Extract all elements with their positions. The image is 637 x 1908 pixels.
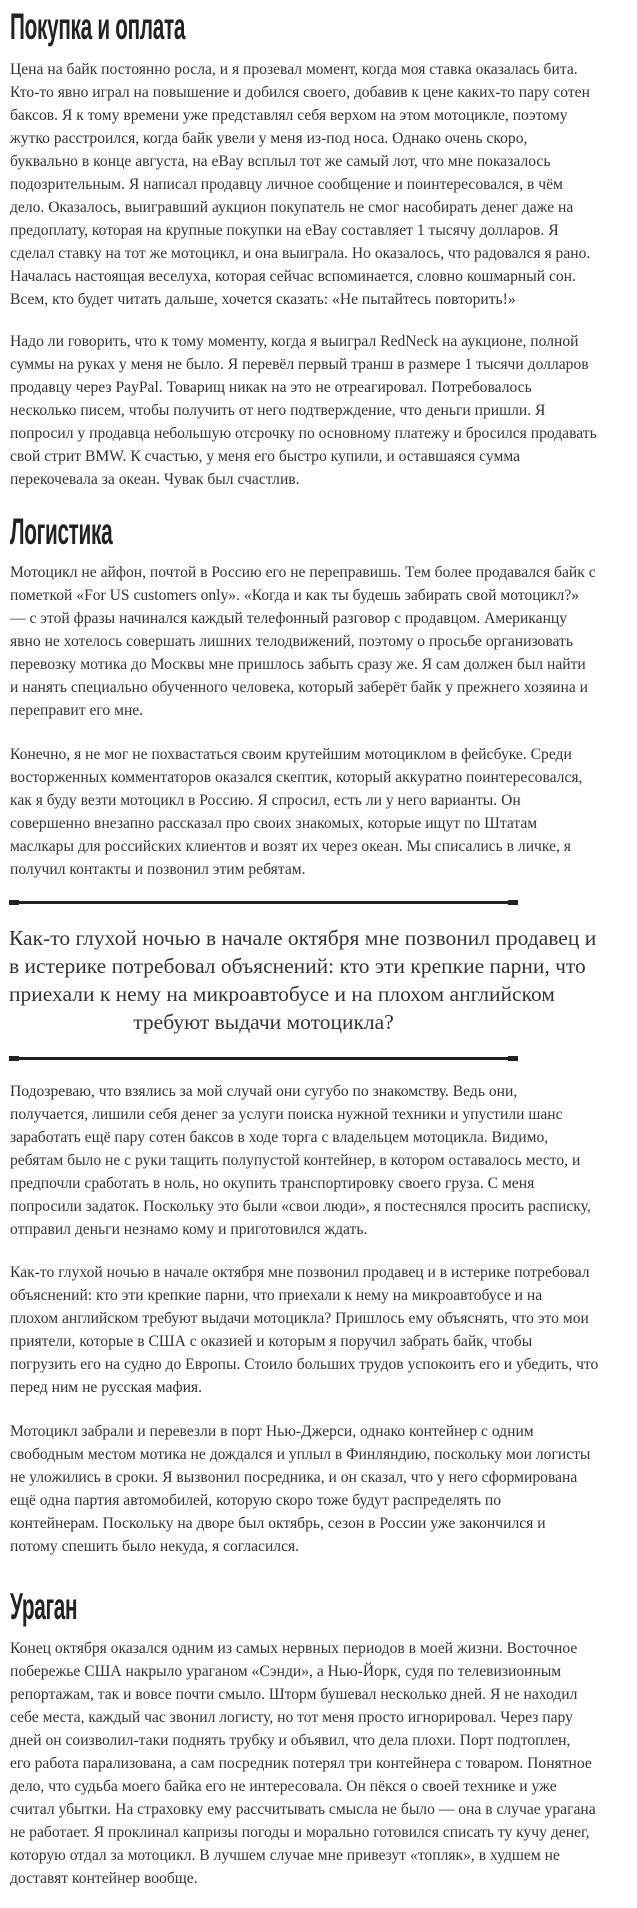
text-line: приехали к нему на микроавтобусе и на плохом английском [9,982,555,1006]
text-line: дело. Оказалось, выигравший аукцион покупатель не смог насобирать денег даже на [10,199,574,216]
text-line: буквально в конце августа, на eBay всплыл тот же самый лот, что мне показалось [10,153,551,170]
text-line: Как-то глухой ночью в начале октября мне позвонил продавец и [9,926,597,950]
section-heading-purchase: Покупка и оплата [10,6,186,47]
text-line: суммы на руках у меня не было. Я перевёл первый транш в размере 1 тысячи долларов [10,356,589,373]
quote-divider-top [9,901,518,904]
text-line: жутко расстроился, когда байк увели у меня из-под носа. Однако очень скоро, [10,130,528,147]
text-line: заработать ещё пару сотен баксов в ходе торга с владельцем мотоцикла. Видимо, [10,1129,549,1146]
text-line: объяснений: кто эти крепкие парни, что приехали к нему на микроавтобусе и на [10,1287,543,1304]
text-line: как я буду везти мотоцикл в Россию. Я спросил, есть ли у него варианты. Он [10,792,521,809]
text-line: Подозреваю, что взялись за мой случай они сугубо по знакомству. Ведь они, [10,1083,518,1100]
text-line: не работает. Я проклинал капризы погоды и морально готовился списать ту кучу денег, [10,1824,590,1841]
text-line: получается, лишили себя денег за услуги поиска нужной техники и упустили шанс [10,1106,563,1123]
text-line: свободным местом мотика не дождался и уплыл в Финляндию, поскольку мои логисты [10,1446,591,1463]
text-line: требуют выдачи мотоцикла? [133,1010,394,1034]
text-line: которую отдал за мотоцикл. В лучшем случае мне привезут «топляк», в худшем не [10,1847,560,1864]
text-line: Как-то глухой ночью в начале октября мне позвонил продавец и в истерике потребовал [10,1264,590,1281]
text-line: дело, что судьба моего байка его не интересовала. Он пёкся о своей технике и уже [10,1778,557,1795]
text-line: погрузить его на судно до Европы. Стоило больших трудов успокоить его и убедить, что [10,1356,599,1373]
text-line: Всем, кто будет читать дальше, хочется сказать: «Не пытайтесь повторить!» [10,291,516,308]
text-line: сделал ставку на тот же мотоцикл, и она выиграла. Но оказалось, что радовался я рано. [10,245,591,262]
text-line: получил контакты и позвонил этим ребятам. [10,861,306,878]
paragraph [10,58,590,311]
text-line: совершенно внезапно рассказал про своих знакомых, которые ищут по Штатам [10,815,538,832]
paragraph [10,1261,598,1399]
paragraph [10,1637,596,1890]
paragraph [10,330,597,491]
text-line: пометкой «For US customers only». «Когда и как ты будешь забирать свой мотоцикл?» [10,587,580,604]
text-line: приятели, которые в США с оказией и которым я поручил забрать байк, чтобы [10,1333,533,1350]
text-line: Конечно, я не мог не похвастаться своим крутейшим мотоциклом в фейсбуке. Среди [10,746,572,763]
text-line: перекочевала за океан. Чувак был счастлив. [10,471,300,488]
text-line: его работа парализована, а сам посредник потерял три контейнера с товаром. Понятное [10,1755,592,1772]
text-line: предоплату, которая на крупные покупки на eBay составляет 1 тысячу долларов. Я [10,222,559,239]
text-line: перед ним не русская мафия. [10,1379,202,1396]
text-line: потому спешить было некуда, я согласился. [10,1538,300,1555]
paragraph [10,1080,591,1241]
text-line: Конец октября оказался одним из самых нервных периодов в моей жизни. Восточное [10,1640,578,1657]
text-line: попросил у продавца небольшую отсрочку по основному платежу и бросился продавать [10,425,597,442]
text-line: и нанять специально обученного человека, который заберёт байк у прежнего хозяина и [10,679,589,696]
pull-quote [9,924,597,1036]
text-line: продавцу через PayPal. Товарищ никак на это не отреагировал. Потребовалось [10,379,532,396]
text-line: контейнерам. Поскольку на дворе был октябрь, сезон в России уже закончился и [10,1515,546,1532]
section-heading-hurricane: Ураган [10,1586,78,1627]
text-line: подозрительным. Я написал продавцу личное сообщение и поинтересовался, в чём [10,176,563,193]
text-line: предпочли сработать в ноль, но окупить транспортировку своего груза. С меня [10,1175,535,1192]
text-line: побережье США накрыло ураганом «Сэнди», а Нью-Йорк, судя по телевизионным [10,1663,562,1680]
text-line: доставят контейнер вообще. [10,1870,198,1887]
text-line: плохом английском требуют выдачи мотоцикла? Пришлось ему объяснять, что это мои [10,1310,589,1327]
text-line: Мотоцикл забрали и перевезли в порт Нью-Джерси, однако контейнер с одним [10,1423,534,1440]
text-line: в истерике потребовал объяснений: кто эти крепкие парни, что [9,954,586,978]
text-line: Началась настоящая веселуха, которая сейчас вспоминается, словно кошмарный сон. [10,268,576,285]
paragraph [10,561,596,722]
text-line: Цена на байк постоянно росла, и я прозевал момент, когда моя ставка оказалась бита. [10,61,578,78]
text-line: восторженных комментаторов оказался скептик, который аккуратно поинтересовался, [10,769,583,786]
text-line: Надо ли говорить, что к тому моменту, когда я выиграл RedNeck на аукционе, полной [10,333,579,350]
text-line: маслкары для российских клиентов и возят их через океан. Мы списались в личке, я [10,838,571,855]
text-line: попросили задаток. Поскольку это были «свои люди», я постеснялся просить расписку, [10,1198,591,1215]
text-line: Кто-то явно играл на повышение и добился своего, добавив к цене каких-то пару сотен [10,84,590,101]
section-heading-logistics: Логистика [10,511,113,552]
text-line: перевозку мотика до Москвы мне пришлось забыть сразу же. Я сам должен был найти [10,656,586,673]
paragraph [10,743,582,881]
text-line: не уложились в сроки. Я вызвонил посредника, и он сказал, что у него сформирована [10,1469,578,1486]
text-line: ребятам было не с руки тащить полупустой контейнер, в котором оставалось место, и [10,1152,581,1169]
text-line: себе места, каждый час звонил логисту, но тот меня просто игнорировал. Через пару [10,1709,573,1726]
paragraph [10,1420,590,1558]
text-line: баксов. Я к тому времени уже представлял себя верхом на этом мотоцикле, поэтому [10,107,568,124]
text-line: дней он соизволил-таки поднять трубку и объявил, что дела плохи. Порт подтоплен, [10,1732,571,1749]
quote-divider-bottom [9,1057,518,1060]
text-line: репортажам, так и вовсе почти смыло. Шторм бушевал несколько дней. Я не находил [10,1686,578,1703]
text-line: явно не хотелось совершать лишних телодвижений, поэтому о просьбе организовать [10,633,573,650]
text-line: свой стрит BMW. К счастью, у меня его быстро купили, и оставшаяся сумма [10,448,521,465]
text-line: отправил деньги незнамо кому и приготовился ждать. [10,1221,368,1238]
text-line: Мотоцикл не айфон, почтой в Россию его не переправишь. Тем более продавался байк с [10,564,596,581]
text-line: — с этой фразы начинался каждый телефонный разговор с продавцом. Американцу [10,610,568,627]
text-line: считал убытки. На страховку ему рассчитывать смысла не было — она в случае урагана [10,1801,596,1818]
text-line: переправит его мне. [10,702,144,719]
text-line: ещё одна партия автомобилей, которую скоро тоже будут распределять по [10,1492,502,1509]
text-line: несколько писем, чтобы получить от него подтверждение, что деньги пришли. Я [10,402,546,419]
